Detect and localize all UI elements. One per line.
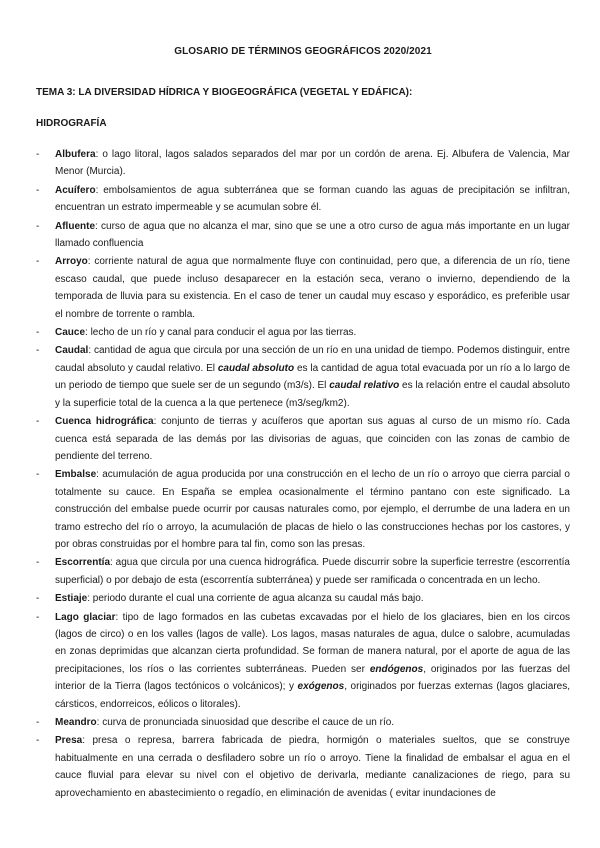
- entry-definition-part: : cantidad de agua que circula por una sección de un río en una unidad de tiempo. Podemos distinguir, entre caudal absoluto y caudal relativo. El: [55, 345, 570, 374]
- bullet-dash: -: [36, 220, 40, 232]
- glossary-entry-caudal: [36, 342, 570, 412]
- bullet-dash: -: [36, 611, 40, 623]
- glossary-entry-estiaje: [36, 590, 570, 607]
- entry-definition: : periodo durante el cual una corriente de agua alcanza su caudal más bajo.: [87, 593, 424, 605]
- entry-term: Cuenca hidrográfica: [55, 416, 154, 428]
- bullet-dash: -: [36, 469, 40, 481]
- entry-definition-part: , originados por las fuerzas del interior de la Tierra (lagos tectónicos o volcánicos); y: [55, 663, 570, 693]
- glossary-entry-meandro: [36, 714, 570, 731]
- entry-term: Afluente: [55, 220, 95, 232]
- document-title: GLOSARIO DE TÉRMINOS GEOGRÁFICOS 2020/2021: [174, 46, 432, 57]
- entry-definition: : o lago litoral, lagos salados separados del mar por un cordón de arena. Ej. Albufera de Valencia, Mar Menor (Murcia).: [55, 149, 570, 178]
- glossary-entry-acuifero: [36, 182, 570, 217]
- entry-term: Cauce: [55, 327, 86, 339]
- entry-term: Presa: [55, 735, 83, 747]
- glossary-entry-escorrentia: [36, 554, 570, 589]
- bullet-dash: -: [36, 416, 40, 428]
- bullet-dash: -: [36, 557, 40, 569]
- entry-definition-part: , originados por fuerzas externas (lagos glaciares, cársticos, endorreicos, eólicos o litorales).: [55, 681, 570, 710]
- bullet-dash: -: [36, 184, 40, 196]
- bullet-dash: -: [36, 327, 40, 339]
- entry-term: Meandro: [55, 717, 97, 728]
- glossary-entry-lago-glaciar: [36, 609, 570, 713]
- glossary-entry-cauce: [36, 324, 570, 341]
- glossary-entry-presa: [36, 732, 570, 802]
- entry-term: Acuífero: [55, 184, 96, 196]
- entry-term: Estiaje: [55, 593, 88, 605]
- entry-definition: : acumulación de agua producida por una construcción en el lecho de un río o arroyo que cierra parcial o totalmente su cauce. En España se emplea ocasionalmente el término pantano con este significado. La construcción del embalse puede ocurrir por causas naturales como, por ejemplo, el derrumbe de una ladera en un tramo estrecho del río o arroyo, la acumulación de placas de hielo o las construcciones hechas por los castores, y por obras construidas por el hombre para tal fin, como son las presas.: [55, 469, 570, 550]
- entry-definition: : corriente natural de agua que normalmente fluye con continuidad, pero que, a diferencia de un río, tiene escaso caudal, que puede incluso desaparecer en la estación seca, verano o invierno, dependiendo de la temporada de lluvia para su existencia. En el caso de tener un caudal muy escaso y esporádico, es preferible usar el nombre de torrente o rambla.: [55, 256, 570, 320]
- section-heading: HIDROGRAFÍA: [36, 118, 107, 129]
- glossary-entry-afluente: [36, 218, 570, 253]
- entry-definition-part: es la relación entre el caudal absoluto y la superficie total de la cuenca a la que pertenece (m3/seg/km2).: [55, 380, 570, 409]
- emphasis-term: caudal absoluto: [217, 362, 295, 374]
- bullet-dash: -: [36, 256, 40, 268]
- glossary-entry-embalse: [36, 466, 570, 553]
- topic-heading: TEMA 3: LA DIVERSIDAD HÍDRICA Y BIOGEOGRÁFICA (VEGETAL Y EDÁFICA):: [36, 87, 413, 98]
- entry-definition-part: : tipo de lago formados en las cubetas excavadas por el hielo de los glaciares, bien en los circos (lagos de circo) o en los valles (lagos de valle). Los lagos, masas naturales de agua, dulce o salobre, acumuladas en zonas deprimidas que alcanzan cierta profundidad. Se forman de manera natural, por el aporte de agua de las precipitaciones, los ríos o las corrientes subterráneas. Pueden ser: [55, 611, 571, 675]
- entry-definition: : embolsamientos de agua subterránea que se forman cuando las aguas de precipitación se infiltran, encuentran un estrato impermeable y se acumulan sobre él.: [55, 184, 570, 214]
- entry-definition: : lecho de un río y canal para conducir el agua por las tierras.: [85, 327, 357, 339]
- entry-term: Caudal: [55, 345, 89, 357]
- bullet-dash: -: [36, 717, 40, 728]
- glossary-list: [36, 146, 570, 802]
- entry-term: Escorrentía: [55, 557, 111, 569]
- glossary-entry-albufera: [36, 146, 570, 181]
- entry-term: Embalse: [55, 469, 97, 481]
- bullet-dash: -: [36, 735, 40, 747]
- entry-definition: : presa o represa, barrera fabricada de piedra, hormigón o materiales sueltos, que se construye habitualmente en una cerrada o desfiladero sobre un río o arroyo. Tiene la finalidad de embalsar el agua en el cauce fluvial para elevar su nivel con el objetivo de derivarla, mediante canalizaciones de riego, para su aprovechamiento en abastecimiento o regadío, en eliminación de avenidas ( evitar inundaciones de: [55, 735, 570, 799]
- bullet-dash: -: [36, 593, 40, 605]
- entry-definition: : agua que circula por una cuenca hidrográfica. Puede discurrir sobre la superficie terrestre (escorrentía superficial) o por debajo de esta (escorrentía subterránea) y puede ser ramificada o concentrada en un lecho.: [55, 557, 570, 586]
- emphasis-term: exógenos: [297, 681, 345, 693]
- emphasis-term: endógenos: [369, 663, 424, 675]
- bullet-dash: -: [36, 345, 40, 357]
- entry-term: Arroyo: [55, 256, 88, 268]
- entry-definition: : curva de pronunciada sinuosidad que describe el cauce de un río.: [96, 717, 395, 728]
- entry-term: Lago glaciar: [55, 611, 116, 623]
- emphasis-term: caudal relativo: [329, 380, 400, 392]
- glossary-entry-arroyo: [36, 253, 570, 323]
- entry-definition: : conjunto de tierras y acuíferos que aportan sus aguas al curso de un mismo río. Cada cuenca está separada de las demás por las divisorias de aguas, que coinciden con las zonas de cambio de pendiente del terreno.: [55, 416, 570, 462]
- glossary-entry-cuenca-hidrografica: [36, 413, 570, 465]
- entry-definition: : curso de agua que no alcanza el mar, sino que se une a otro curso de agua más importante en un lugar llamado confluencia: [55, 220, 570, 250]
- bullet-dash: -: [36, 149, 40, 160]
- entry-term: Albufera: [55, 149, 96, 160]
- entry-definition-part: es la cantidad de agua total evacuada por un río a lo largo de un periodo de tiempo que suele ser de un segundo (m3/s). El: [55, 362, 571, 392]
